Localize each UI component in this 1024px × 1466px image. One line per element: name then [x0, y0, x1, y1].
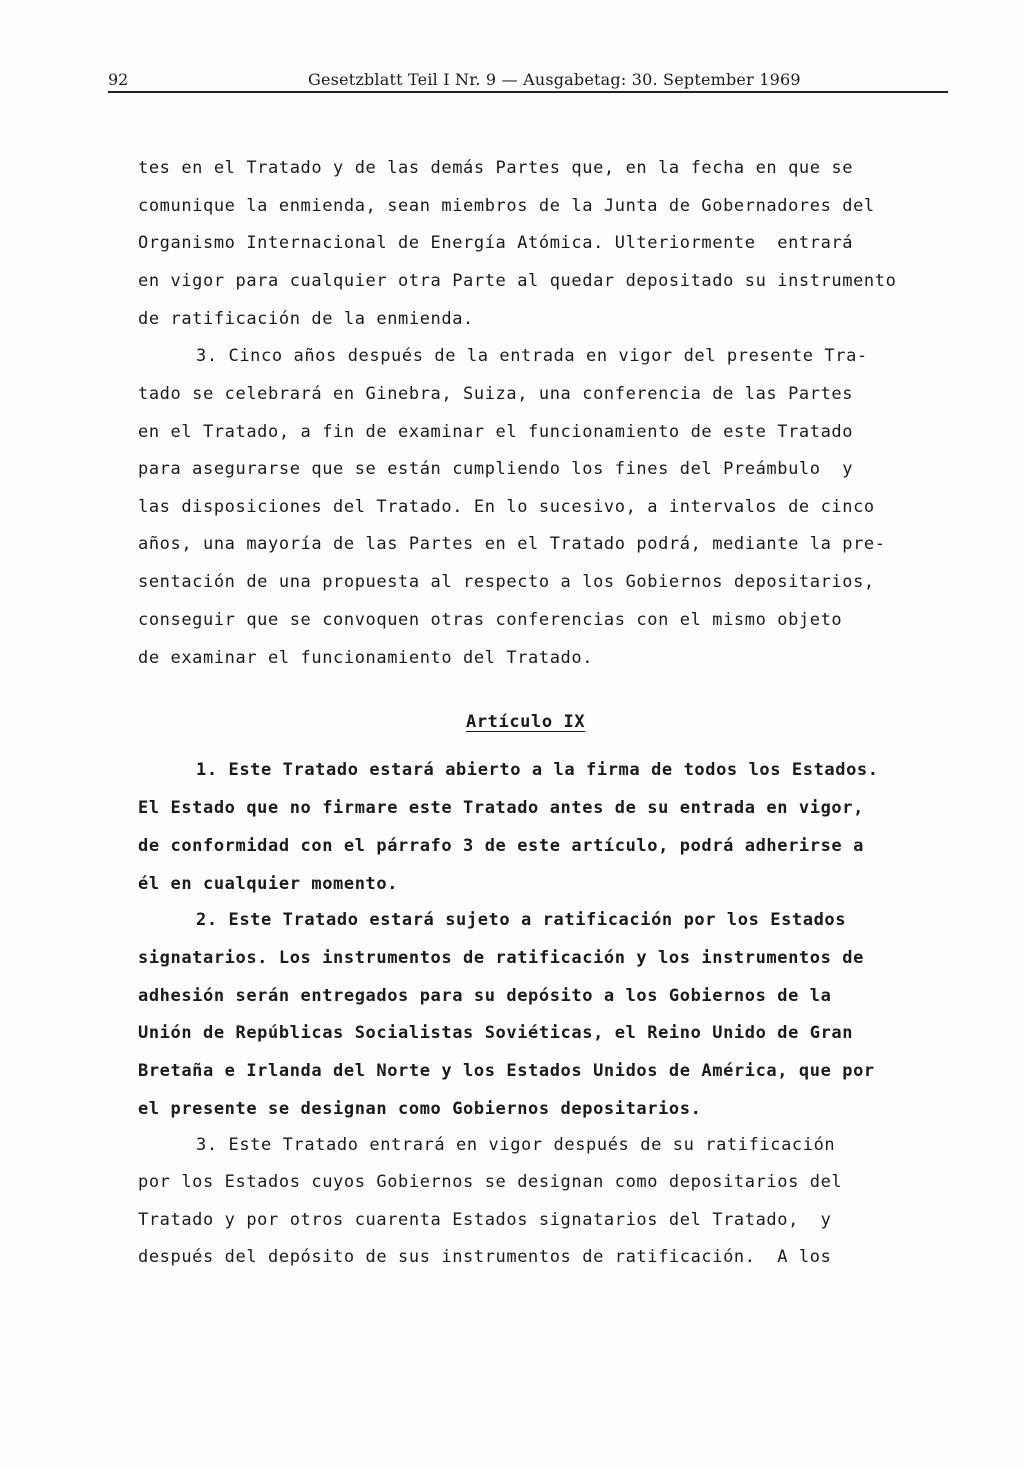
text-line: comunique la enmienda, sean miembros de la Junta de Gobernadores del — [138, 196, 875, 216]
text-line: 3. Este Tratado entrará en vigor después de su ratificación — [196, 1135, 836, 1155]
text-line: adhesión serán entregados para su depósito a los Gobiernos de la — [138, 986, 832, 1006]
text-line: signatarios. Los instrumentos de ratificación y los instrumentos de — [138, 948, 864, 968]
text-line: de ratificación de la enmienda. — [138, 309, 474, 329]
text-line: tado se celebrará en Ginebra, Suiza, una conferencia de las Partes — [138, 384, 854, 404]
article-heading: Artículo IX — [466, 712, 586, 732]
text-line: en vigor para cualquier otra Parte al quedar depositado su instrumento — [138, 271, 897, 291]
header-rule — [108, 91, 948, 93]
text-line: de conformidad con el párrafo 3 de este artículo, podrá adherirse a — [138, 836, 864, 856]
text-line: sentación de una propuesta al respecto a los Gobiernos depositarios, — [138, 572, 875, 592]
text-line: las disposiciones del Tratado. En lo sucesivo, a intervalos de cinco — [138, 497, 875, 517]
text-line: él en cualquier momento. — [138, 874, 399, 894]
text-line: por los Estados cuyos Gobiernos se designan como depositarios del — [138, 1172, 843, 1192]
text-line: 1. Este Tratado estará abierto a la firma de todos los Estados. — [196, 760, 879, 780]
text-line: el presente se designan como Gobiernos depositarios. — [138, 1099, 702, 1119]
text-line: tes en el Tratado y de las demás Partes que, en la fecha en que se — [138, 158, 854, 178]
text-line: años, una mayoría de las Partes en el Tratado podrá, mediante la pre- — [138, 534, 886, 554]
text-line: Tratado y por otros cuarenta Estados signatarios del Tratado, y — [138, 1210, 832, 1230]
text-line: Unión de Repúblicas Socialistas Soviéticas, el Reino Unido de Gran — [138, 1023, 854, 1043]
header-title: Gesetzblatt Teil I Nr. 9 — Ausgabetag: 30. September 1969 — [308, 70, 801, 89]
page-header — [108, 64, 948, 94]
text-line: Organismo Internacional de Energía Atómica. Ulteriormente entrará — [138, 233, 854, 253]
text-line: para asegurarse que se están cumpliendo los fines del Preámbulo y — [138, 459, 854, 479]
page-number: 92 — [108, 70, 129, 89]
text-line: conseguir que se convoquen otras conferencias con el mismo objeto — [138, 610, 843, 630]
text-line: en el Tratado, a fin de examinar el funcionamiento de este Tratado — [138, 422, 854, 442]
text-line: Bretaña e Irlanda del Norte y los Estados Unidos de América, que por — [138, 1061, 875, 1081]
text-line: de examinar el funcionamiento del Tratado. — [138, 648, 594, 668]
text-line: El Estado que no firmare este Tratado antes de su entrada en vigor, — [138, 798, 864, 818]
text-line: 3. Cinco años después de la entrada en vigor del presente Tra- — [196, 346, 868, 366]
text-line: 2. Este Tratado estará sujeto a ratificación por los Estados — [196, 910, 847, 930]
text-line: después del depósito de sus instrumentos de ratificación. A los — [138, 1247, 832, 1267]
